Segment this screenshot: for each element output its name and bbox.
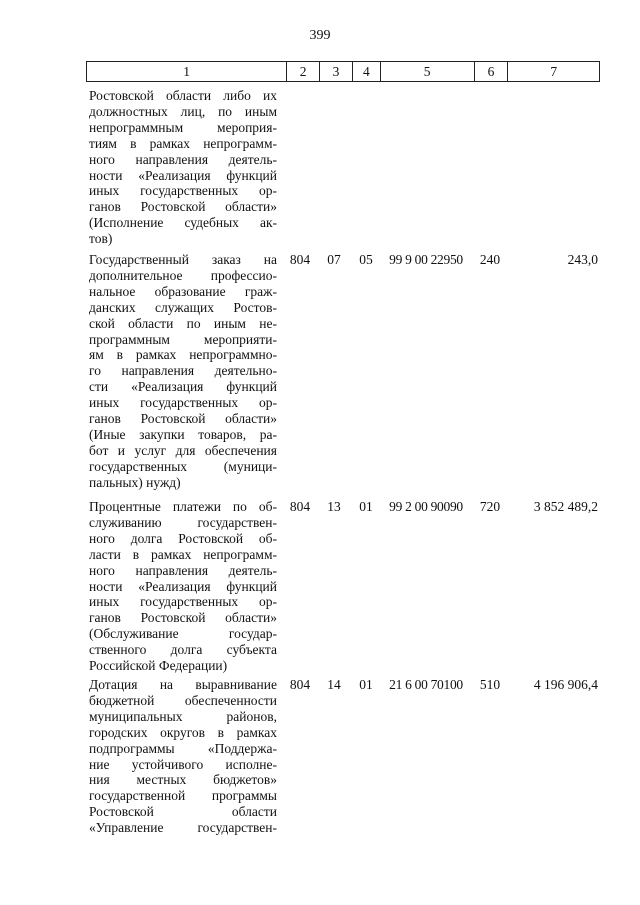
row-description [89,88,277,247]
description-line: Дотация на выравнивание [89,677,277,692]
table-header-row [86,61,600,82]
description-line: подпрограммы «Поддержа- [89,740,277,756]
description-line: ганов Ростовской области» [89,610,277,626]
header-col-6: 6 [474,62,508,81]
description-line: ности «Реализация функций [89,167,277,183]
description-line: бюджетной обеспеченности [89,692,277,708]
header-col-4: 4 [352,62,380,81]
description-line: бот и услуг для обеспечения [89,442,277,458]
description-line: иных государственных ор- [89,183,277,199]
description-line: ям в рамках непрограммно- [89,347,277,363]
cell-target-article: 99 9 00 22950 [389,252,463,267]
description-line: служиванию государствен- [89,514,277,530]
cell-expense-type: 510 [479,677,501,692]
description-line: программным мероприяти- [89,331,277,347]
header-col-1: 1 [183,64,190,79]
cell-subsection-code: 01 [359,499,373,514]
description-line: ного направления деятель- [89,562,277,578]
description-line: Государственный заказ на [89,252,277,267]
description-line: муниципальных районов, [89,708,277,724]
description-line: непрограммным мероприя- [89,119,277,135]
description-line: ганов Ростовской области» [89,411,277,427]
description-line: пальных) нужд) [89,474,181,490]
description-line: тов) [89,231,113,247]
description-line: ности «Реализация функций [89,578,277,594]
description-line: городских округов в рамках [89,724,277,740]
description-line: ного направления деятель- [89,151,277,167]
cell-subsection-code: 01 [359,677,373,692]
row-description [89,677,277,836]
cell-section-code: 13 [327,499,341,514]
cell-amount: 243,0 [567,252,598,267]
cell-ministry-code: 804 [289,499,311,514]
header-col-3: 3 [319,62,352,81]
description-line: ния местных бюджетов» [89,772,277,788]
cell-expense-type: 240 [479,252,501,267]
description-line: государственных (муници- [89,458,277,474]
cell-amount: 3 852 489,2 [533,499,598,514]
description-line: сти «Реализация функций [89,379,277,395]
cell-expense-type: 720 [479,499,501,514]
description-line: ние устойчивого исполне- [89,756,277,772]
description-line: ного долга Ростовской об- [89,530,277,546]
cell-subsection-code: 05 [359,252,373,267]
description-line: (Иные закупки товаров, ра- [89,426,277,442]
description-line: должностных лиц, по иным [89,103,277,119]
cell-ministry-code: 804 [289,677,311,692]
description-line: ственного долга субъекта [89,642,277,658]
description-line: ской области по иным не- [89,315,277,331]
description-line: иных государственных ор- [89,395,277,411]
description-line: (Обслуживание государ- [89,626,277,642]
cell-section-code: 07 [327,252,341,267]
row-description [89,499,277,674]
description-line: нальное образование граж- [89,283,277,299]
row-description [89,252,277,491]
description-line: государственной программы [89,788,277,804]
page-number: 399 [309,28,331,43]
cell-target-article: 21 6 00 70100 [389,677,463,692]
description-line: иных государственных ор- [89,594,277,610]
description-line: ласти в рамках непрограмм- [89,546,277,562]
description-line: данских служащих Ростов- [89,299,277,315]
description-line: Российской Федерации) [89,658,228,674]
cell-amount: 4 196 906,4 [533,677,598,692]
description-line: Процентные платежи по об- [89,499,277,514]
header-col-7: 7 [507,62,599,81]
cell-ministry-code: 804 [289,252,311,267]
cell-section-code: 14 [327,677,341,692]
description-line: го направления деятельно- [89,363,277,379]
description-line: Ростовской области [89,804,277,820]
description-line: Ростовской области либо их [89,88,277,103]
description-line: «Управление государствен- [89,820,277,836]
cell-target-article: 99 2 00 90090 [389,499,463,514]
description-line: (Исполнение судебных ак- [89,215,277,231]
description-line: тиям в рамках непрограмм- [89,135,277,151]
header-col-2: 2 [286,62,319,81]
header-col-5: 5 [380,62,474,81]
description-line: ганов Ростовской области» [89,199,277,215]
description-line: дополнительное профессио- [89,267,277,283]
